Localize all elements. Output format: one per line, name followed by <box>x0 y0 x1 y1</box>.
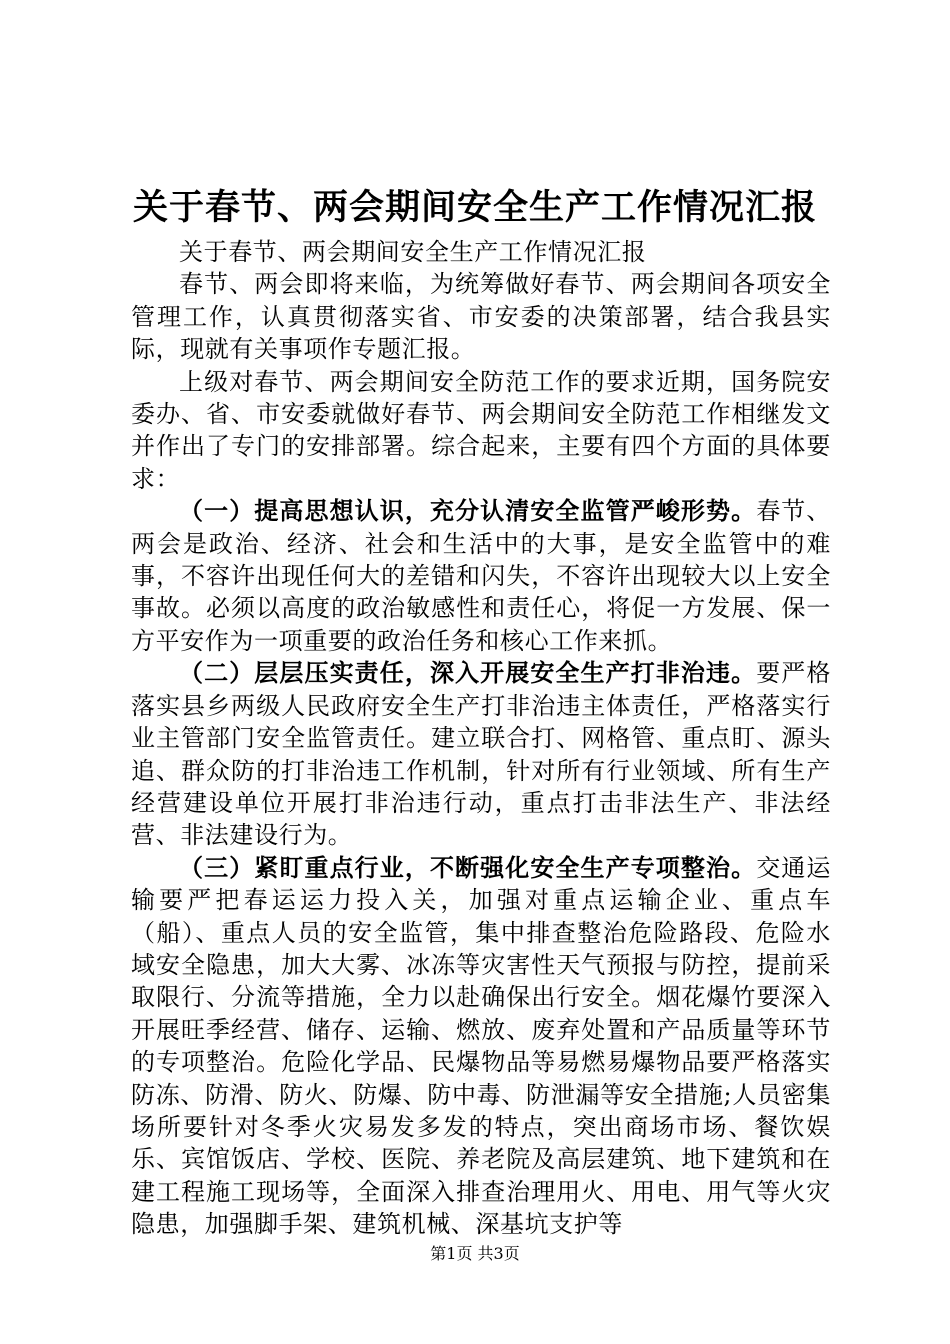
paragraph <box>131 657 831 851</box>
document-body <box>131 236 831 1241</box>
paragraph-lead: （一）提高思想认识，充分认清安全监管严峻形势。 <box>179 496 757 526</box>
page-footer: 第1页 共3页 <box>430 1244 520 1263</box>
document-title: 关于春节、两会期间安全生产工作情况汇报 <box>132 187 817 228</box>
paragraph <box>131 852 831 1241</box>
paragraph-text: 要严格落实县乡两级人民政府安全生产打非治违主体责任，严格落实行业主管部门安全监管责任。建立联合打、网格管、重点盯、源头追、群众防的打非治违工作机制，针对所有行业领域、所有生产经营建设单位开展打非治违行动，重点打击非法生产、非法经营、非法建设行为。 <box>131 659 831 850</box>
paragraph <box>131 236 831 268</box>
paragraph <box>131 268 831 365</box>
paragraph <box>131 366 831 496</box>
paragraph-text: 上级对春节、两会期间安全防范工作的要求近期，国务院安委办、省、市安委就做好春节、两会期间安全防范工作相继发文并作出了专门的安排部署。综合起来，主要有四个方面的具体要求： <box>131 367 831 493</box>
paragraph-lead: （三）紧盯重点行业，不断强化安全生产专项整治。 <box>179 852 757 882</box>
paragraph-lead: （二）层层压实责任，深入开展安全生产打非治违。 <box>179 658 757 688</box>
paragraph-text: 春节、两会即将来临，为统筹做好春节、两会期间各项安全管理工作，认真贯彻落实省、市安委的决策部署，结合我县实际，现就有关事项作专题汇报。 <box>131 270 831 364</box>
paragraph <box>131 495 831 657</box>
paragraph-text: 春节、两会是政治、经济、社会和生活中的大事，是安全监管中的难事，不容许出现任何大的差错和闪失，不容许出现较大以上安全事故。必须以高度的政治敏感性和责任心，将促一方发展、保一方平安作为一项重要的政治任务和核心工作来抓。 <box>131 497 831 655</box>
paragraph-text: 交通运输要严把春运运力投入关，加强对重点运输企业、重点车（船）、重点人员的安全监管，集中排查整治危险路段、危险水域安全隐患，加大大雾、冰冻等灾害性天气预报与防控，提前采取限行、分流等措施，全力以赴确保出行安全。烟花爆竹要深入开展旺季经营、储存、运输、燃放、废弃处置和产品质量等环节的专项整治。危险化学品、民爆物品等易燃易爆物品要严格落实防冻、防滑、防火、防爆、防中毒、防泄漏等安全措施;人员密集场所要针对冬季火灾易发多发的特点，突出商场市场、餐饮娱乐、宾馆饭店、学校、医院、养老院及高层建筑、地下建筑和在建工程施工现场等，全面深入排查治理用火、用电、用气等火灾隐患，加强脚手架、建筑机械、深基坑支护等 <box>131 853 831 1239</box>
paragraph-text: 关于春节、两会期间安全生产工作情况汇报 <box>179 238 647 266</box>
